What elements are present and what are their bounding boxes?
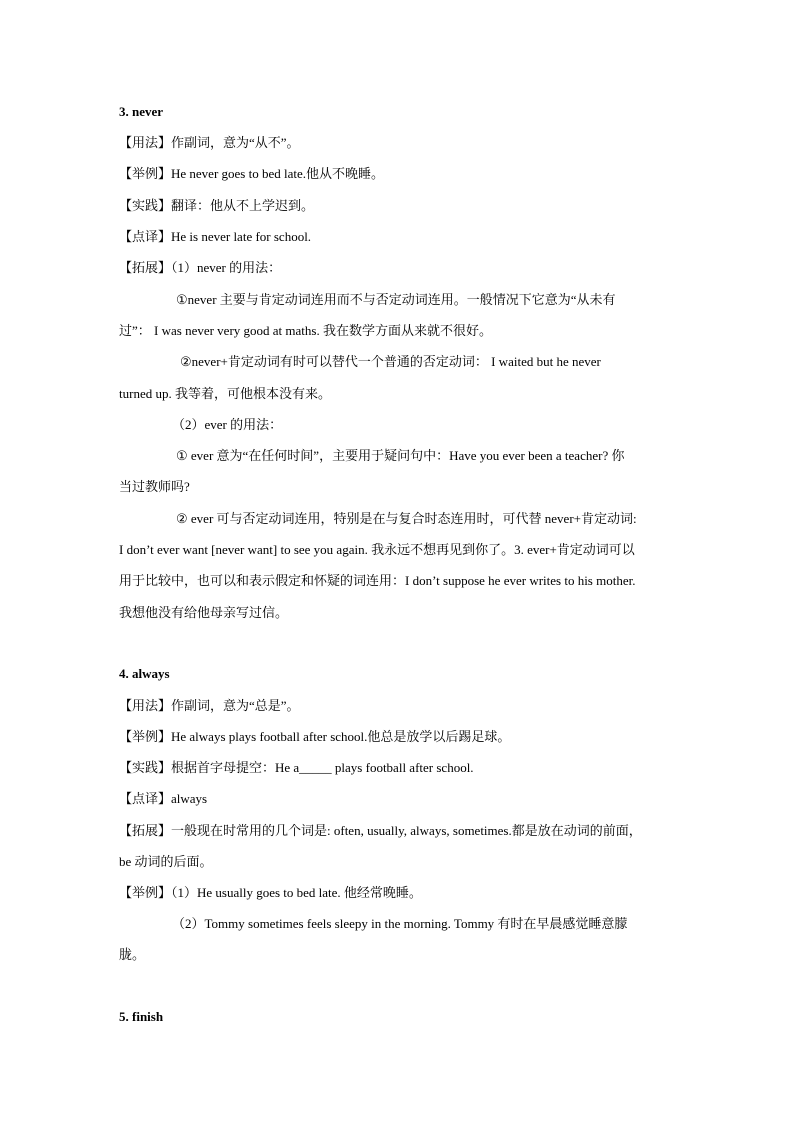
extension-line: 【拓展】一般现在时常用的几个词是: often, usually, always, sometimes.都是放在动词的前面， (119, 823, 642, 838)
usage-line: 【用法】作副词，意为“总是”。 (119, 698, 300, 713)
paragraph-line: ①never 主要与肯定动词连用而不与否定动词连用。一般情况下它意为“从未有 (176, 292, 616, 307)
practice-line: 【实践】翻译：他从不上学迟到。 (119, 198, 315, 213)
paragraph-line: ① ever 意为“在任何时间”，主要用于疑问句中：Have you ever been a teacher? 你 (176, 448, 625, 463)
practice-line: 【实践】根据首字母提空：He a_____ plays football after school. (119, 760, 474, 775)
paragraph-line: 当过教师吗? (119, 479, 190, 494)
section-heading-finish: 5. finish (119, 1009, 164, 1024)
paragraph-line: 用于比较中，也可以和表示假定和怀疑的词连用：I don’t suppose he ever writes to his mother. (119, 573, 636, 588)
answer-line: 【点译】He is never late for school. (119, 229, 312, 244)
extension-line: 【拓展】（1）never 的用法： (119, 260, 282, 275)
paragraph-line: I don’t ever want [never want] to see you again. 我永远不想再见到你了。3. ever+肯定动词可以 (119, 542, 635, 557)
example-line: 【举例】He always plays football after school.他总是放学以后踢足球。 (119, 729, 511, 744)
example-line: 【举例】He never goes to bed late.他从不晚睡。 (119, 166, 385, 181)
paragraph-line: （2）Tommy sometimes feels sleepy in the morning. Tommy 有时在早晨感觉睡意朦 (172, 916, 628, 931)
paragraph-line: 胧。 (119, 947, 146, 962)
paragraph-line: be 动词的后面。 (119, 854, 213, 869)
paragraph-line: turned up. 我等着，可他根本没有来。 (119, 386, 331, 401)
paragraph-line: ②never+肯定动词有时可以替代一个普通的否定动词： I waited but he never (180, 354, 601, 369)
section-heading-always: 4. always (119, 666, 170, 681)
answer-line: 【点译】always (119, 791, 208, 806)
usage-line: 【用法】作副词，意为“从不”。 (119, 135, 300, 150)
example-line: 【举例】（1）He usually goes to bed late. 他经常晚睡。 (119, 885, 422, 900)
paragraph-line: 我想他没有给他母亲写过信。 (119, 605, 289, 620)
paragraph-line: （2）ever 的用法： (172, 417, 283, 432)
paragraph-line: 过”： I was never very good at maths. 我在数学方面从来就不很好。 (119, 323, 492, 338)
section-heading-never: 3. never (119, 104, 164, 119)
paragraph-line: ② ever 可与否定动词连用，特别是在与复合时态连用时，可代替 never+肯定动词: (176, 511, 637, 526)
